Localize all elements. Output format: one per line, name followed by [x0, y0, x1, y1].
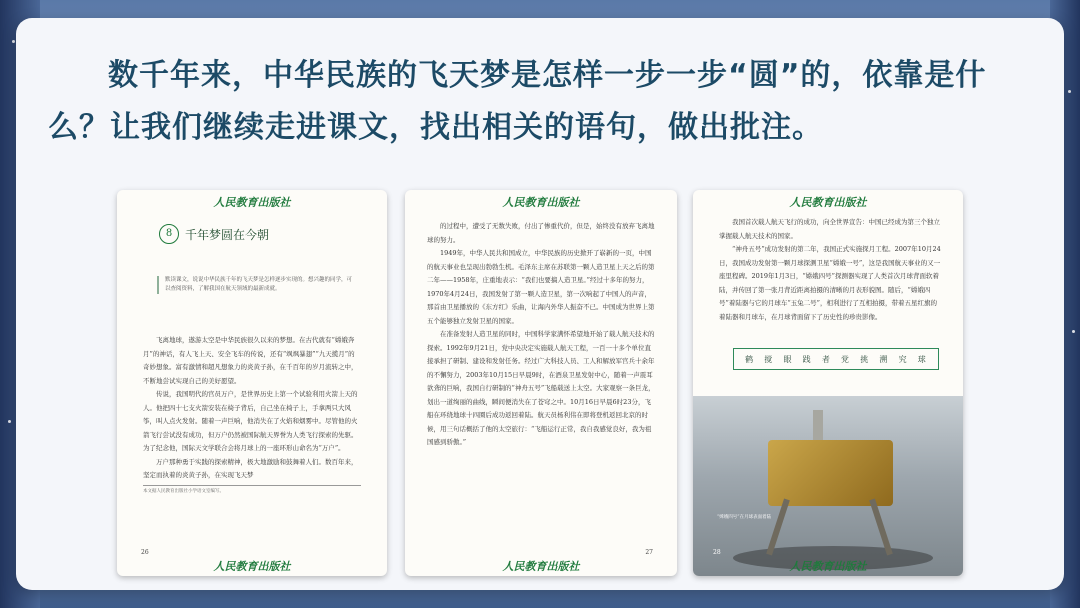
vocabulary-word: 党	[841, 354, 851, 364]
paragraph: 在准备发射人造卫星的同时，中国科学家满怀希望地开始了载人航天技术的探索。1992年9月21日，党中央决定实施载人航天工程，一百一十多个单位直接承担了研制、建设和发射任务。经过广大科技人员、工人和解放军官兵十余年的不懈努力，2003年10月15日早晨9时，在酒泉卫星发射中心，随着一声震耳欲聋的巨响，我国自行研制的“神舟五号”飞船载送上太空。大家观察一条巨龙，划出一道绚丽的曲线，瞬间便消失在了苍穹之中。10月16日早晨6时23分，飞船在环绕地球十四圈后成功返回着陆。航天员杨利伟在即将登机返回北京的时候，用三句话概括了他的太空旅行：“飞船运行正常，我自我感觉良好，我为祖国感到骄傲。”	[427, 330, 655, 446]
vocabulary-word: 鹤	[745, 354, 755, 364]
vocabulary-word: 挑	[860, 354, 870, 364]
photo-caption: “嫦娥四号”在月球表面着陆	[717, 515, 772, 520]
star-decoration	[12, 40, 15, 43]
publisher-header: 人民教育出版社	[502, 196, 580, 209]
paragraph: 万户那种勇于实践的探索精神，极大地激励和鼓舞着人们。数百年来，坚定而执着的炎黄子孙，在实现飞天梦	[143, 457, 358, 479]
star-decoration	[8, 420, 11, 423]
publisher-header: 人民教育出版社	[213, 196, 291, 209]
lunar-lander-photo	[693, 396, 963, 576]
paragraph: 1949年，中华人民共和国成立，中华民族的历史掀开了崭新的一页，中国的航天事业也呈现出勃勃生机。毛泽东主席在苏联第一颗人造卫星上天之后的第二年——1958年，庄重地表示：“我们也要搞人造卫星。”经过十多年的努力，1970年4月24日，我国发射了第一颗人造卫星，第一次响起了中国人的声音，那首由卫星播放的《东方红》乐曲，让海内外华人振奋不已。中国成为世界上第五个能够独立发射卫星的国家。	[427, 249, 655, 325]
star-decoration	[1068, 90, 1071, 93]
page-number: 27	[645, 549, 653, 556]
paragraph: “神舟五号”成功发射的第二年，我国正式实施探月工程。2007年10月24日，我国成功发射第一颗月球探测卫星“嫦娥一号”，这是我国航天事业的又一座里程碑。2019年1月3日，“嫦娥四号”探测器实现了人类首次月球背面软着陆，并传回了第一张月背近距离拍摄的清晰的月表形貌图。随后，“嫦娥四号”着陆器与它的月球车“玉兔二号”，相利进行了互相拍摄，带着五星红旗的着陆器和月球车，在月球背面留下了历史性的珍贵影像。	[719, 245, 941, 321]
intro-text: 数千年来，中华民族的飞天梦是怎样一步一步“圆”的，依靠是什么？让我们继续走进课文，找出相关的语句，做出批注。	[48, 58, 987, 145]
lesson-number: 8	[159, 224, 179, 244]
publisher-footer: 人民教育出版社	[502, 560, 580, 573]
vocabulary-word: 践	[802, 354, 812, 364]
lesson-title: 千年梦圆在今朝	[185, 227, 270, 242]
reading-prompt: 默读课文，说说中华民族千年的飞天梦是怎样逐步实现的。想兴趣的同学，可以查阅资料，了解我国在航天领域的最新成就。	[157, 276, 357, 294]
vocabulary-word: 溯	[879, 354, 889, 364]
textbook-page-28	[693, 190, 963, 576]
paragraph: 飞离地球，遨游太空是中华民族很久以来的梦想。在古代就有“嫦娥奔月”的神话，有人飞上天、安全飞车的传说，还有“飒飒暴翅”“九天揽月”的奇妙想象。富有激情和超凡想象力的炎黄子孙，在千百年的岁月流转之中，不断地尝试实现自己的美好愿望。	[143, 336, 358, 385]
vocabulary-word: 搅	[764, 354, 774, 364]
page-number: 26	[141, 549, 149, 556]
paragraph: 的过程中，遭受了无数失败，付出了惨重代价，但是，始终没有放弃飞离地球的努力。	[427, 222, 655, 244]
vocabulary-word: 者	[821, 354, 831, 364]
paragraph: 我国首次载人航天飞行的成功，向全世界宣告：中国已经成为第三个独立掌握载人航天技术的国家。	[719, 218, 940, 240]
star-decoration	[1072, 330, 1075, 333]
publisher-footer: 人民教育出版社	[789, 560, 867, 573]
page-body	[427, 220, 655, 450]
page-body	[719, 216, 941, 324]
textbook-page-26	[117, 190, 387, 576]
vocabulary-word: 眼	[783, 354, 793, 364]
page-number: 28	[713, 549, 721, 556]
lander-body	[768, 440, 893, 506]
publisher-footer: 人民教育出版社	[213, 560, 291, 573]
paragraph: 传说，我国明代的官员万户，是世界历史上第一个试验利用火箭上天的人。他把四十七支火箭安装在椅子背后，自己坐在椅子上，手拿两只大风筝，叫人点火发射。随着一声巨响，他消失在了火焰和烟雾中。尽管他的火箭飞行尝试没有成功，但万户仍然被国际航天界誉为人类飞行探索的先驱。为了纪念他，国际天文学联合会将月球上的一座环形山命名为“万户”。	[143, 390, 358, 452]
page-body	[143, 334, 361, 483]
vocabulary-word: 究	[898, 354, 908, 364]
vocabulary-box	[733, 348, 939, 370]
textbook-page-27	[405, 190, 677, 576]
footnote: 本文据人民教育出版社小学语文室编写。	[143, 485, 361, 494]
vocabulary-word: 球	[917, 354, 927, 364]
lesson-heading	[159, 224, 387, 244]
publisher-header: 人民教育出版社	[789, 196, 867, 209]
